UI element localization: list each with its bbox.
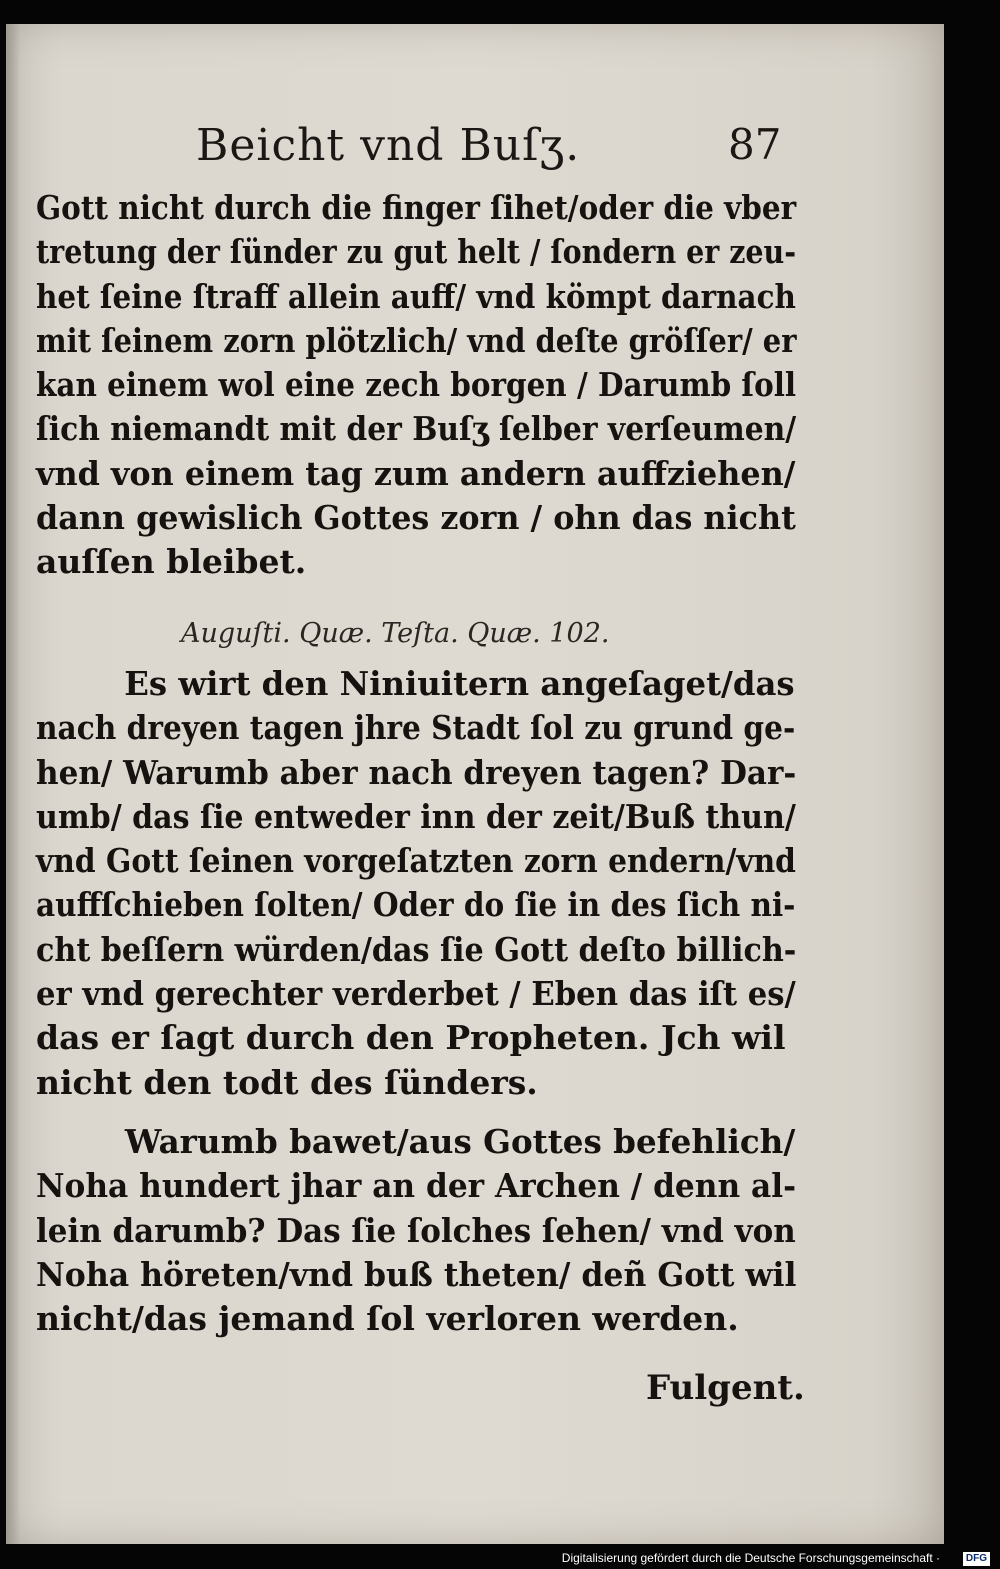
text-line: het ſeine ſtraff allein auff/ vnd kömpt darnach (36, 276, 796, 316)
text-line: Gott nicht durch die finger ſihet/oder die vber (36, 188, 797, 227)
text-line: ſich niemandt mit der Buſʒ ſelber verſeumen/ (36, 409, 797, 449)
text-line: kan einem wol eine zech borgen / Darumb ſoll (36, 365, 797, 405)
text-line: cht beſſern würden/das ſie Gott deſto billich- (36, 929, 797, 969)
text-line: mit ſeinem zorn plötzlich/ vnd deſte gröſſer/ er (36, 320, 797, 360)
text-line: hen/ Warumb aber nach dreyen tagen? Dar- (36, 752, 797, 792)
text-line: umb/ das ſie entweder inn der zeit/Buß thun/ (36, 796, 796, 836)
digitization-credit: Digitalisierung gefördert durch die Deutsche Forschungsgemeinschaft · (561, 1551, 940, 1565)
text-line: tretung der ſünder zu gut helt / ſondern er zeu- (36, 232, 797, 272)
book-page (6, 24, 944, 1544)
text-line: Es wirt den Niniuitern angeſaget/das (124, 664, 795, 703)
text-line: lein darumb? Das ſie ſolches ſehen/ vnd von (36, 1210, 796, 1250)
text-line: vnd Gott ſeinen vorgeſatzten zorn endern/vnd (36, 841, 796, 881)
text-line: auſſen bleibet. (36, 542, 307, 582)
paragraph-3 (36, 1120, 796, 1341)
catchword: Fulgent. (646, 1368, 805, 1408)
text-line: auffſchieben ſolten/ Oder do ſie in des ſich ni- (36, 885, 796, 925)
text-line: nicht den todt des ſünders. (36, 1062, 538, 1102)
paragraph-1 (36, 186, 796, 585)
text-line: Noha hundert jhar an der Archen / denn al- (36, 1166, 797, 1206)
text-line: vnd von einem tag zum andern auffziehen/ (36, 453, 796, 493)
text-line: Warumb bawet/aus Gottes befehlich/ (124, 1122, 796, 1161)
dfg-logo: DFG (963, 1552, 990, 1566)
text-line: nach dreyen tagen jhre Stadt ſol zu grund ge- (36, 708, 796, 748)
page-number: 87 (728, 120, 782, 169)
running-head-title: Beicht vnd Buſʒ. (196, 120, 581, 171)
citation: Auguſti. Quæ. Teſta. Quæ. 102. (181, 618, 610, 649)
text-line: dann gewislich Gottes zorn / ohn das nicht (36, 498, 796, 538)
text-line: das er ſagt durch den Propheten. Jch wil (36, 1018, 786, 1058)
paragraph-2 (36, 662, 796, 1105)
text-line: er vnd gerechter verderbet / Eben das iſt es/ (36, 974, 796, 1014)
text-line: Noha höreten/vnd buß theten/ deñ Gott wil (36, 1254, 797, 1294)
text-line: nicht/das jemand ſol verloren werden. (36, 1299, 739, 1339)
